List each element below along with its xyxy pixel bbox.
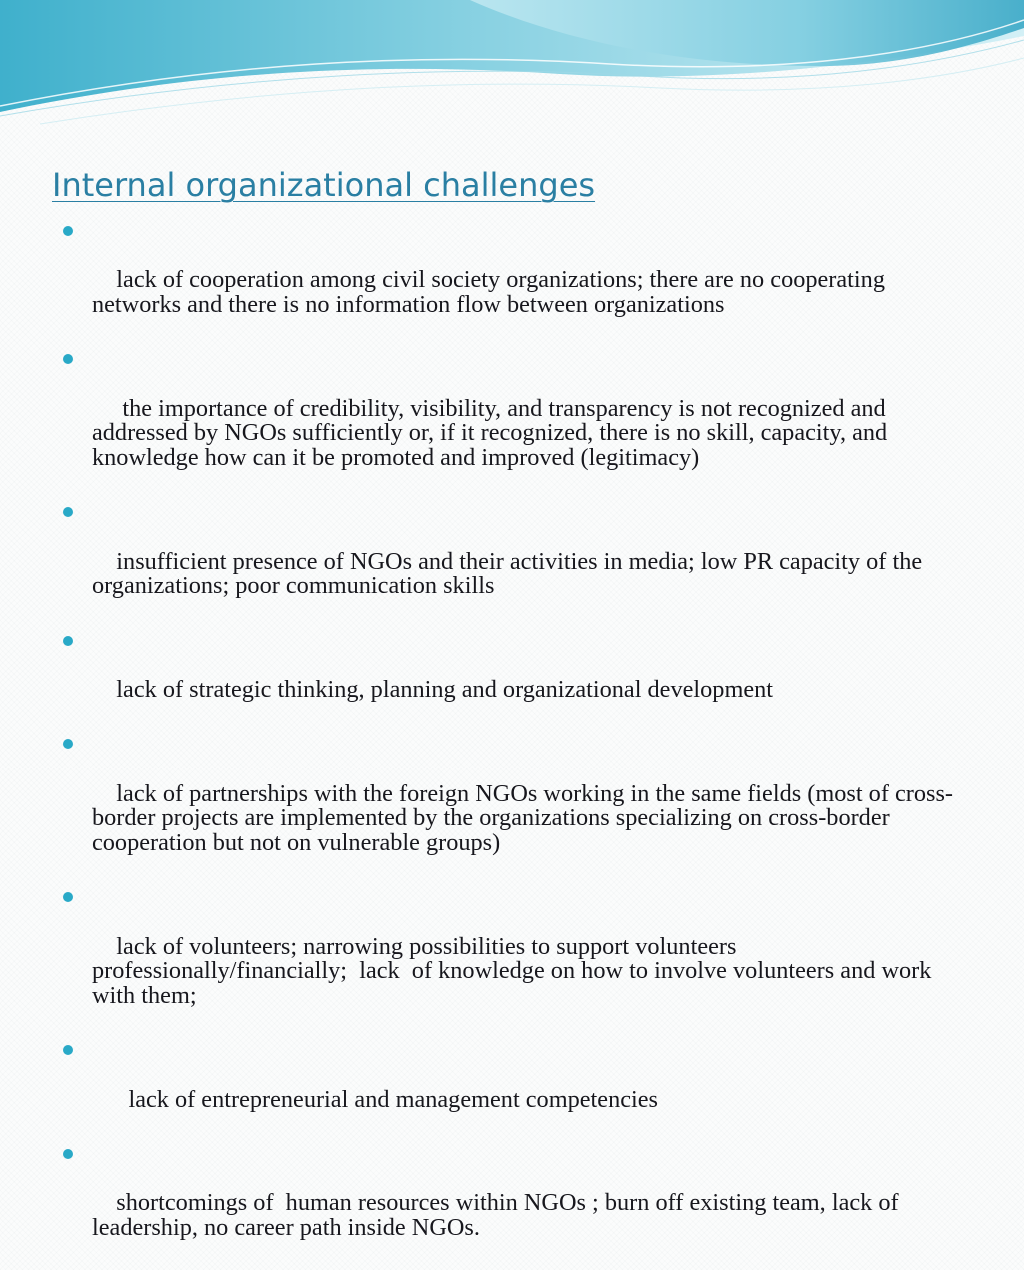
bullet-item	[92, 1038, 972, 1136]
bullet-text: lack of strategic thinking, planning and organizational development	[116, 675, 774, 703]
bullet-dot-icon	[63, 1149, 73, 1159]
bullet-item	[92, 500, 972, 623]
header-wave-decoration	[0, 0, 1024, 125]
bullet-text: insufficient presence of NGOs and their activities in media; low PR capacity of the organizations; poor communication skills	[92, 547, 929, 600]
bullet-dot-icon	[63, 892, 73, 902]
bullet-dot-icon	[63, 507, 73, 517]
bullet-item	[92, 885, 972, 1033]
bullet-item	[92, 219, 972, 342]
bullet-item	[92, 1142, 972, 1265]
bullet-dot-icon	[63, 739, 73, 749]
bullet-list	[92, 219, 972, 1270]
bullet-item	[92, 347, 972, 495]
bullet-item	[92, 629, 972, 727]
bullet-text: lack of partnerships with the foreign NGOs working in the same fields (most of cross-border projects are implemented by the organizations specializing on cross-border cooperation but not on vulnerable groups)	[92, 779, 954, 856]
bullet-dot-icon	[63, 636, 73, 646]
bullet-dot-icon	[63, 354, 73, 364]
bullet-dot-icon	[63, 1045, 73, 1055]
bullet-text: the importance of credibility, visibility, and transparency is not recognized and addressed by NGOs sufficiently or, if it recognized, there is no skill, capacity, and knowledge how can it be promoted and improved (legitimacy)	[92, 394, 894, 471]
bullet-dot-icon	[63, 226, 73, 236]
bullet-item	[92, 732, 972, 880]
bullet-text: lack of cooperation among civil society organizations; there are no cooperating networks and there is no information flow between organizations	[92, 266, 892, 318]
bullet-text: lack of entrepreneurial and management competencies	[116, 1085, 658, 1113]
bullet-text: shortcomings of human resources within NGOs ; burn off existing team, lack of leadership, no career path inside NGOs.	[92, 1189, 905, 1241]
bullet-text: lack of volunteers; narrowing possibilities to support volunteers professionally/financially; lack of knowledge on how to involve volunteers and work with them;	[92, 932, 938, 1009]
slide-title: Internal organizational challenges	[52, 166, 596, 204]
